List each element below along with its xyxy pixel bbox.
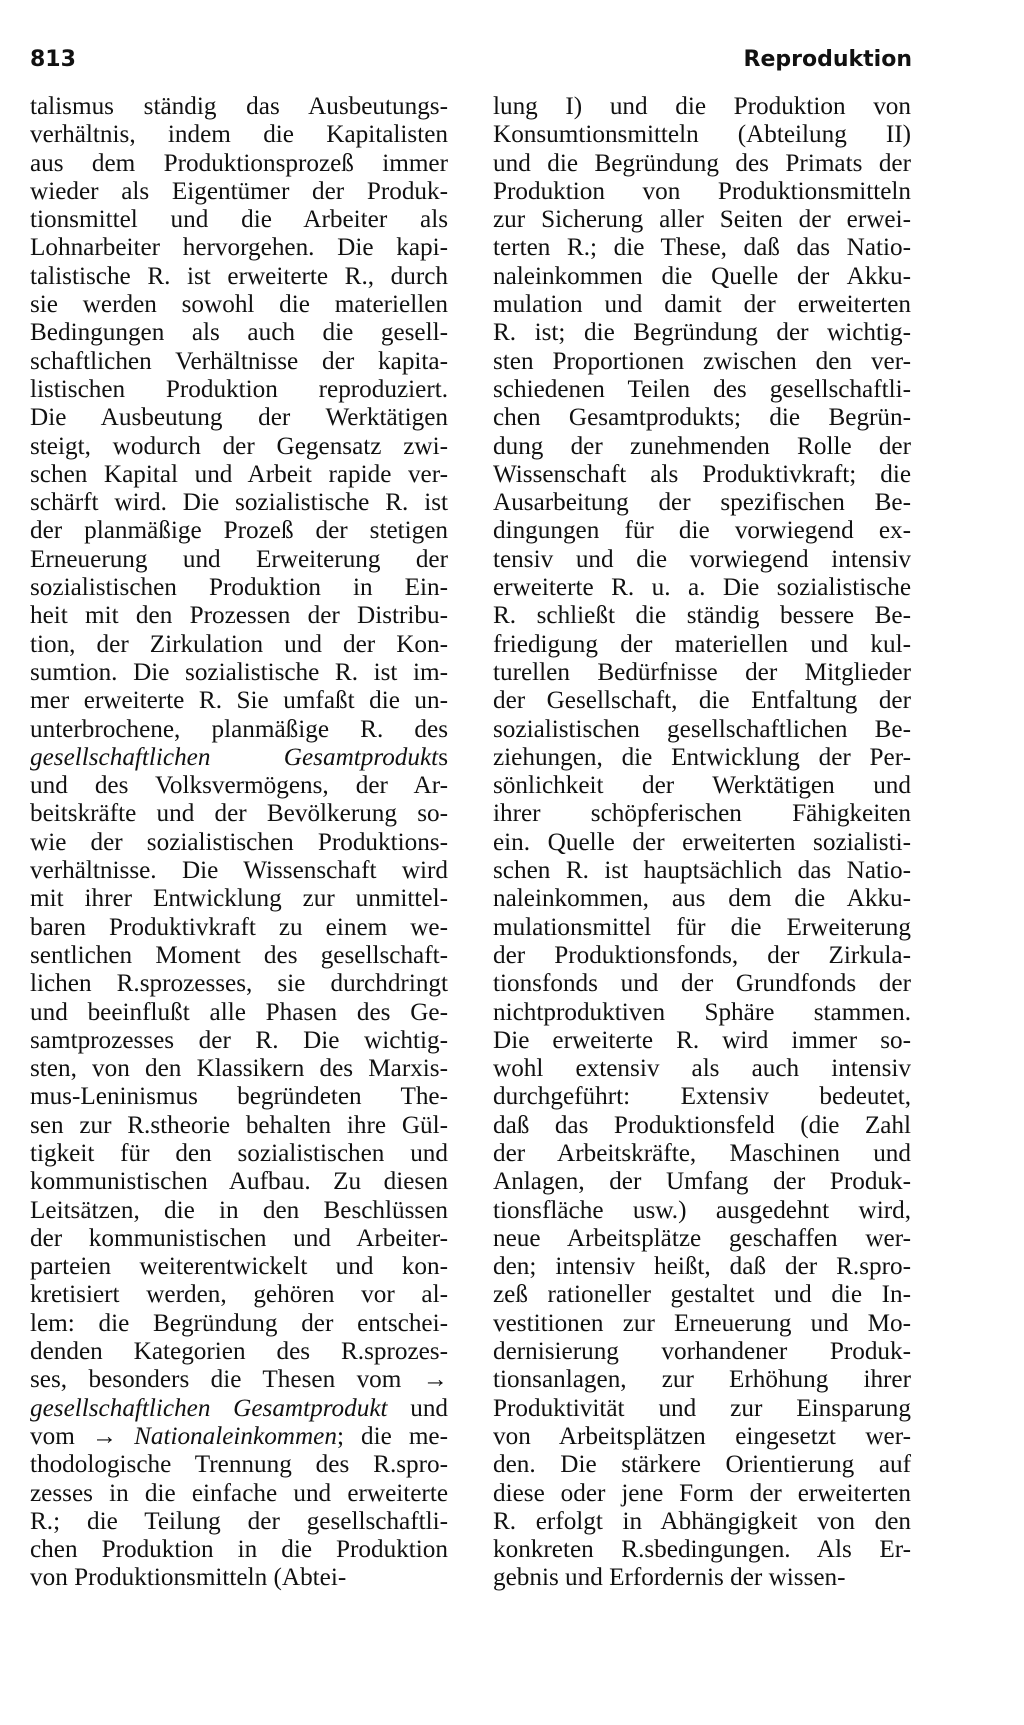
left-column — [30, 93, 448, 1593]
text-line: diese oder jene Form der erweiterten — [493, 1479, 911, 1507]
text-line: sie werden sowohl die materiellen — [30, 291, 448, 319]
text-line: mus-Leninismus begründeten The- — [30, 1083, 448, 1111]
text-line: den; intensiv heißt, daß der R.spro- — [493, 1253, 911, 1281]
text-line: turellen Bedürfnisse der Mitglieder — [493, 658, 911, 686]
text-line: tensiv und die vorwiegend intensiv — [493, 545, 911, 573]
text-line: gesellschaftlichen Gesamtprodukt und — [30, 1394, 448, 1422]
text-line: dung der zunehmenden Rolle der — [493, 432, 911, 460]
text-line: parteien weiterentwickelt und kon- — [30, 1253, 448, 1281]
page-number: 813 — [30, 47, 76, 72]
text-line: erweiterte R. u. a. Die sozialistische — [493, 574, 911, 602]
text-line: sozialistischen gesellschaftlichen Be- — [493, 715, 911, 743]
text-line: beitskräfte und der Bevölkerung so- — [30, 800, 448, 828]
text-line: Leitsätzen, die in den Beschlüssen — [30, 1196, 448, 1224]
text-line: baren Produktivkraft zu einem we- — [30, 913, 448, 941]
text-line: R. erfolgt in Abhängigkeit von den — [493, 1507, 911, 1535]
text-line: schärft wird. Die sozialistische R. ist — [30, 489, 448, 517]
text-line: talistische R. ist erweiterte R., durch — [30, 262, 448, 290]
text-line: von Produktionsmitteln (Abtei- — [30, 1564, 347, 1592]
text-line: lung I) und die Produktion von — [493, 93, 911, 120]
text-line: der planmäßige Prozeß der stetigen — [30, 517, 448, 545]
text-line: vom → Nationaleinkommen; die me- — [30, 1422, 448, 1450]
text-line: ein. Quelle der erweiterten sozialisti- — [493, 828, 911, 856]
text-line: talismus ständig das Ausbeutungs- — [30, 93, 448, 120]
text-line: sten, von den Klassikern des Marxis- — [30, 1055, 448, 1083]
text-line: zesses in die einfache und erweiterte — [30, 1479, 448, 1507]
text-line: gebnis und Erfordernis der wissen- — [493, 1564, 846, 1592]
text-line: kommunistischen Aufbau. Zu diesen — [30, 1168, 448, 1196]
text-line: durchgeführt: Extensiv bedeutet, — [493, 1083, 911, 1111]
text-line: sumtion. Die sozialistische R. ist im- — [30, 658, 448, 686]
right-column — [493, 93, 911, 1593]
text-line: sen zur R.stheorie behalten ihre Gül- — [30, 1111, 448, 1139]
text-line: steigt, wodurch der Gegensatz zwi- — [30, 432, 448, 460]
running-head: Reproduktion — [743, 47, 912, 72]
text-line: vestitionen zur Erneuerung und Mo- — [493, 1309, 911, 1337]
text-line: der Gesellschaft, die Entfaltung der — [493, 687, 911, 715]
text-line: tionsfonds und der Grundfonds der — [493, 970, 911, 998]
text-line: wohl extensiv als auch intensiv — [493, 1055, 911, 1083]
text-line: wie der sozialistischen Produktions- — [30, 828, 448, 856]
text-line: von Arbeitsplätzen eingesetzt wer- — [493, 1422, 911, 1450]
text-line: Konsumtionsmitteln (Abteilung II) — [493, 121, 911, 149]
text-line: neue Arbeitsplätze geschaffen wer- — [493, 1224, 911, 1252]
text-line: naleinkommen, aus dem die Akku- — [493, 885, 911, 913]
text-line: Ausarbeitung der spezifischen Be- — [493, 489, 911, 517]
text-line: mulationsmittel für die Erweiterung — [493, 913, 911, 941]
text-line: mit ihrer Entwicklung zur unmittel- — [30, 885, 448, 913]
text-line: der Arbeitskräfte, Maschinen und — [493, 1139, 911, 1167]
text-line: Die erweiterte R. wird immer so- — [493, 1026, 911, 1054]
text-line: verhältnisse. Die Wissenschaft wird — [30, 857, 448, 885]
text-line: tigkeit für den sozialistischen und — [30, 1139, 448, 1167]
text-line: friedigung der materiellen und kul- — [493, 630, 911, 658]
text-line: aus dem Produktionsprozeß immer — [30, 149, 448, 177]
text-line: schen Kapital und Arbeit rapide ver- — [30, 460, 448, 488]
text-line: daß das Produktionsfeld (die Zahl — [493, 1111, 911, 1139]
text-line: lichen R.sprozesses, sie durchdringt — [30, 970, 448, 998]
text-line: denden Kategorien des R.sprozes- — [30, 1338, 448, 1366]
text-line: Wissenschaft als Produktivkraft; die — [493, 460, 911, 488]
text-line: schaftlichen Verhältnisse der kapita- — [30, 347, 448, 375]
text-line: nichtproduktiven Sphäre stammen. — [493, 998, 911, 1026]
text-line: thodologische Trennung des R.spro- — [30, 1451, 448, 1479]
text-line: kretisiert werden, gehören vor al- — [30, 1281, 448, 1309]
text-line: Die Ausbeutung der Werktätigen — [30, 404, 448, 432]
text-line: sönlichkeit der Werktätigen und — [493, 772, 911, 800]
text-line: Produktion von Produktionsmitteln — [493, 177, 911, 205]
text-line: Lohnarbeiter hervorgehen. Die kapi- — [30, 234, 448, 262]
text-line: tion, der Zirkulation und der Kon- — [30, 630, 448, 658]
text-line: terten R.; die These, daß das Natio- — [493, 234, 911, 262]
text-line: ziehungen, die Entwicklung der Per- — [493, 743, 911, 771]
text-line: unterbrochene, planmäßige R. des — [30, 715, 448, 743]
text-line: sozialistischen Produktion in Ein- — [30, 574, 448, 602]
text-line: samtprozesses der R. Die wichtig- — [30, 1026, 448, 1054]
text-line: schen R. ist hauptsächlich das Natio- — [493, 857, 911, 885]
text-line: R. schließt die ständig bessere Be- — [493, 602, 911, 630]
text-line: lem: die Begründung der entschei- — [30, 1309, 448, 1337]
text-line: dernisierung vorhandener Produk- — [493, 1338, 911, 1366]
text-line: heit mit den Prozessen der Distribu- — [30, 602, 448, 630]
text-line: dingungen für die vorwiegend ex- — [493, 517, 911, 545]
text-line: zur Sicherung aller Seiten der erwei- — [493, 206, 911, 234]
text-line: Erneuerung und Erweiterung der — [30, 545, 448, 573]
text-line: listischen Produktion reproduziert. — [30, 375, 448, 403]
text-line: und beeinflußt alle Phasen des Ge- — [30, 998, 448, 1026]
text-line: R. ist; die Begründung der wichtig- — [493, 319, 911, 347]
text-line: tionsanlagen, zur Erhöhung ihrer — [493, 1366, 911, 1394]
text-line: naleinkommen die Quelle der Akku- — [493, 262, 911, 290]
text-line: und die Begründung des Primats der — [493, 149, 911, 177]
text-line: mulation und damit der erweiterten — [493, 291, 911, 319]
text-line: Anlagen, der Umfang der Produk- — [493, 1168, 911, 1196]
text-line: gesellschaftlichen Gesamtprodukts — [30, 743, 448, 771]
text-line: Produktivität und zur Einsparung — [493, 1394, 911, 1422]
text-line: tionsmittel und die Arbeiter als — [30, 206, 448, 234]
text-line: verhältnis, indem die Kapitalisten — [30, 121, 448, 149]
text-line: schiedenen Teilen des gesellschaftli- — [493, 375, 911, 403]
text-line: chen Produktion in die Produktion — [30, 1536, 448, 1564]
text-line: sten Proportionen zwischen den ver- — [493, 347, 911, 375]
text-line: konkreten R.sbedingungen. Als Er- — [493, 1536, 911, 1564]
text-line: zeß rationeller gestaltet und die In- — [493, 1281, 911, 1309]
text-line: wieder als Eigentümer der Produk- — [30, 177, 448, 205]
text-line: Bedingungen als auch die gesell- — [30, 319, 448, 347]
text-line: der Produktionsfonds, der Zirkula- — [493, 941, 911, 969]
text-line: tionsfläche usw.) ausgedehnt wird, — [493, 1196, 911, 1224]
text-line: chen Gesamtprodukts; die Begrün- — [493, 404, 911, 432]
text-line: ihrer schöpferischen Fähigkeiten — [493, 800, 911, 828]
text-line: R.; die Teilung der gesellschaftli- — [30, 1507, 448, 1535]
text-line: und des Volksvermögens, der Ar- — [30, 772, 448, 800]
text-line: sentlichen Moment des gesellschaft- — [30, 941, 448, 969]
text-line: der kommunistischen und Arbeiter- — [30, 1224, 448, 1252]
text-line: mer erweiterte R. Sie umfaßt die un- — [30, 687, 448, 715]
text-line: den. Die stärkere Orientierung auf — [493, 1451, 911, 1479]
text-line: ses, besonders die Thesen vom → — [30, 1366, 448, 1394]
page-header — [30, 40, 912, 80]
